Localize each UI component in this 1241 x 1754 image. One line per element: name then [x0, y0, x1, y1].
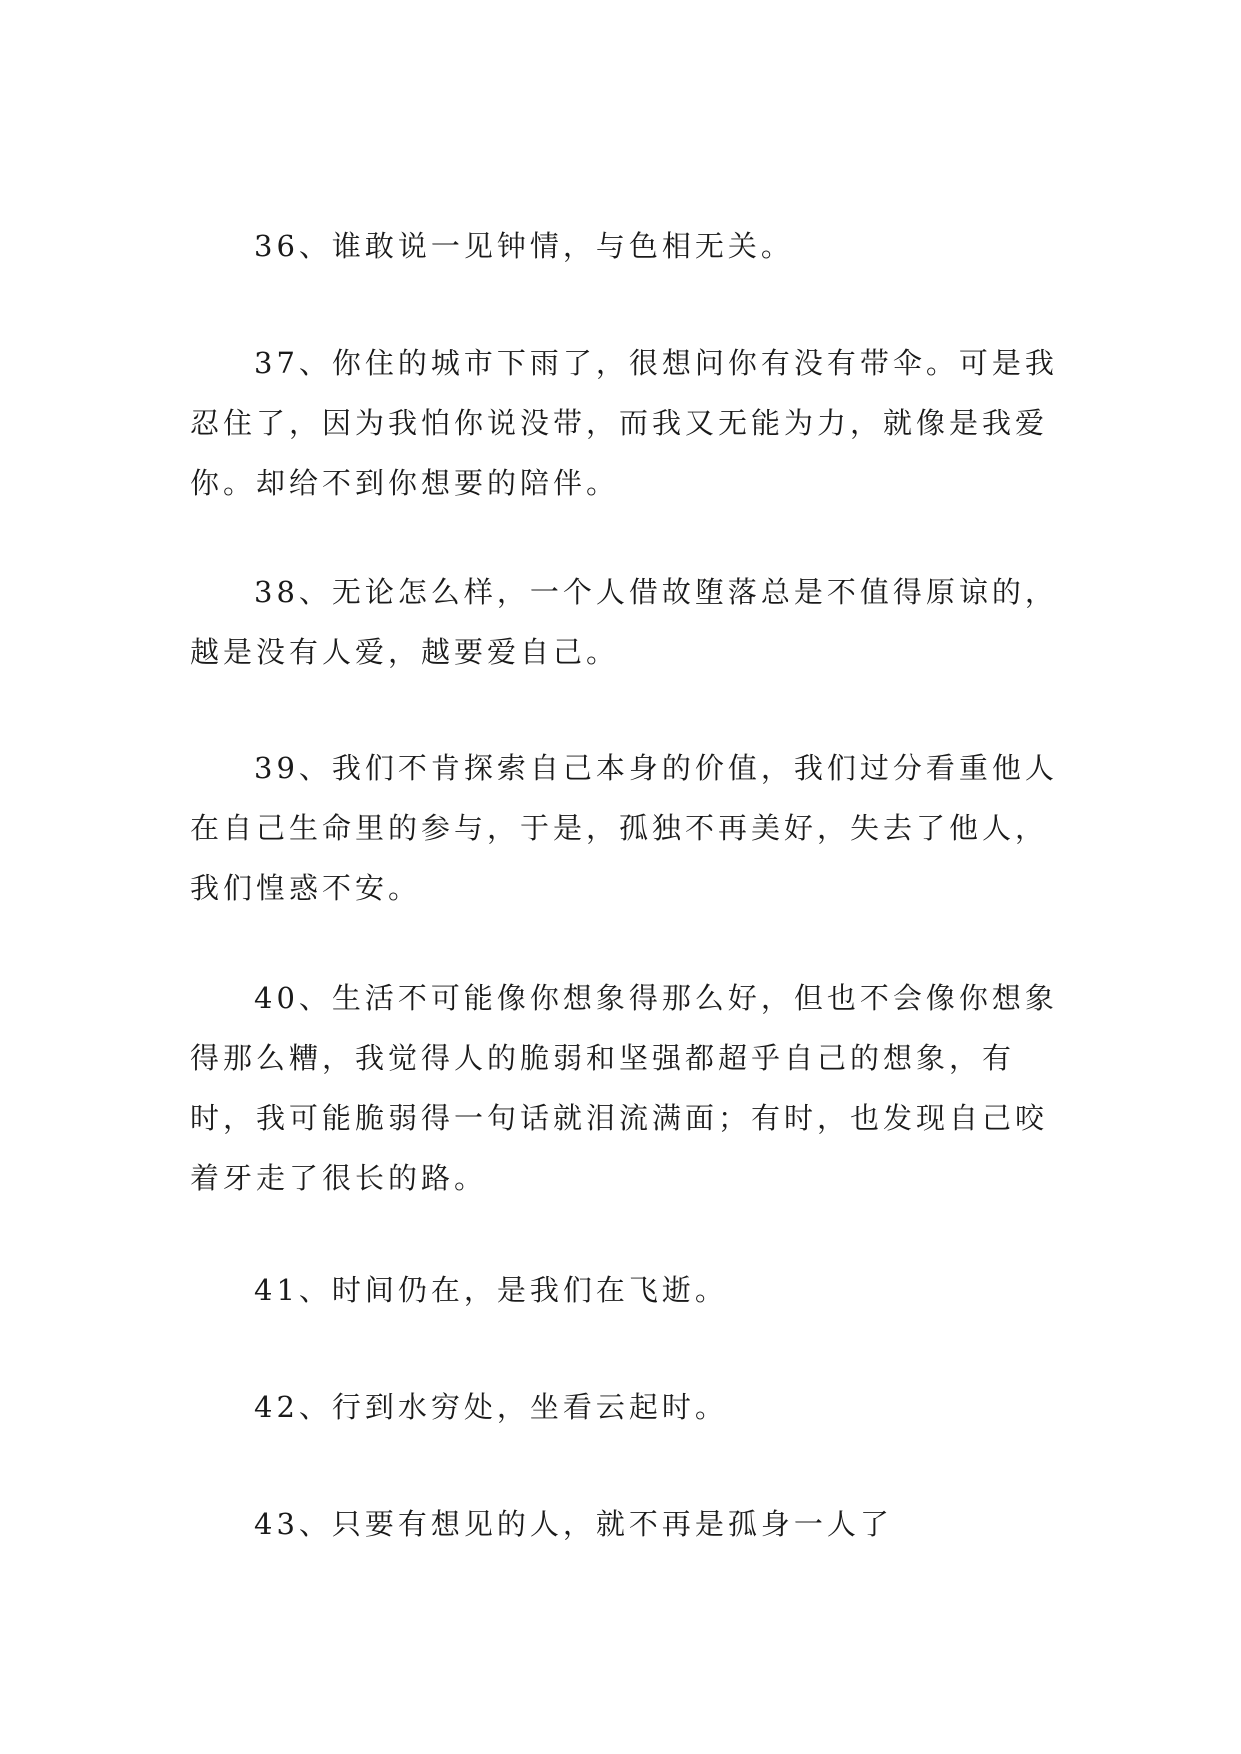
paragraph-39: 39、我们不肯探索自己本身的价值，我们过分看重他人在自己生命里的参与，于是，孤独不再美好，失去了他人，我们惶惑不安。 [190, 751, 1058, 905]
paragraph-36: 36、谁敢说一见钟情，与色相无关。 [254, 229, 794, 263]
paragraph-37: 37、你住的城市下雨了，很想问你有没有带伞。可是我忍住了，因为我怕你说没带，而我又无能为力，就像是我爱你。却给不到你想要的陪伴。 [190, 346, 1058, 500]
paragraph-40: 40、生活不可能像你想象得那么好，但也不会像你想象得那么糟，我觉得人的脆弱和坚强都超乎自己的想象，有时，我可能脆弱得一句话就泪流满面；有时，也发现自己咬着牙走了很长的路。 [190, 981, 1058, 1195]
paragraph-42: 42、行到水穷处，坐看云起时。 [254, 1390, 728, 1424]
paragraph-43: 43、只要有想见的人，就不再是孤身一人了 [254, 1507, 893, 1541]
paragraph-41: 41、时间仍在，是我们在飞逝。 [254, 1273, 728, 1307]
paragraph-38: 38、无论怎么样，一个人借故堕落总是不值得原谅的，越是没有人爱，越要爱自己。 [190, 575, 1058, 669]
